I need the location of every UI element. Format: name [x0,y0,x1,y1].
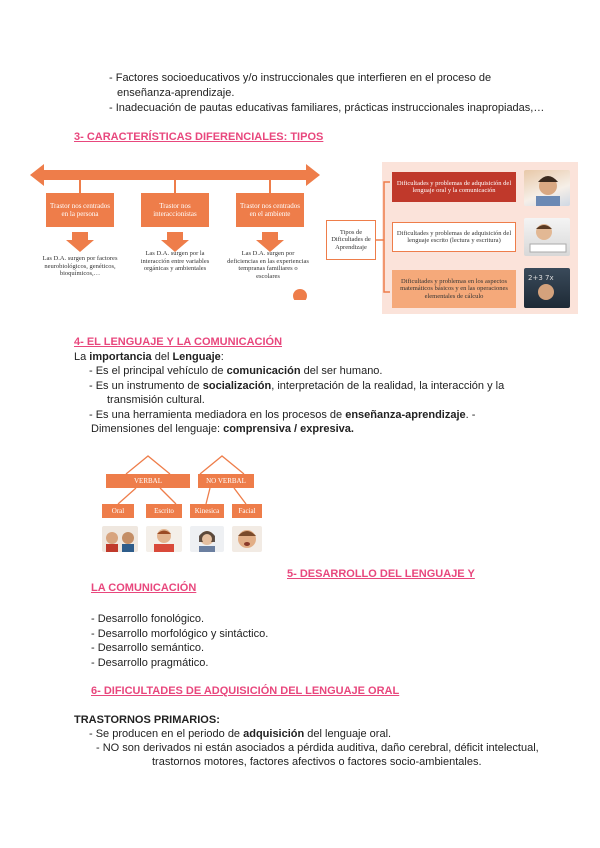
dimensions-line: Dimensiones del lenguaje: comprensiva / expresiva. [91,423,354,435]
child-photo-2 [524,218,570,256]
non-verbal-box: NO VERBAL [198,474,254,488]
bullet-acquisition: - Se producen en el periodo de adquisición del lenguaje oral. [89,728,392,740]
intro-line-3: - Inadecuación de pautas educativas familiares, prácticas instruccionales inapropiadas,… [109,102,545,114]
child-face-icon [524,170,570,206]
primary-disorders-heading: TRASTORNOS PRIMARIOS: [74,714,220,726]
item-math: Dificultades y problemas en los aspectos matemáticos básicos y en las operaciones elementales de cálculo [392,270,516,308]
kinesic-photo [190,526,224,552]
item-oral-language: Dificultades y problemas de adquisición del lenguaje oral y la comunicación [392,172,516,202]
types-diagram-left [30,160,320,300]
oral-photo [102,526,138,552]
child-photo-1 [524,170,570,206]
language-diagram [96,450,268,558]
section-5-heading-part2: LA COMUNICACIÓN [91,582,197,594]
facial-photo [232,526,262,552]
child-photo-3 [524,268,570,308]
bullet-socialization-cont: transmisión cultural. [107,394,205,406]
written-box: Escrito [146,504,182,518]
caption-person: Las D.A. surgen por factores neurobiológicos, genéticos, bioquímicos,… [42,255,118,277]
bullet-mediator: - Es una herramienta mediadora en los procesos de enseñanza-aprendizaje. - [89,409,476,421]
written-photo [146,526,182,552]
section-3-heading: 3- CARACTERÍSTICAS DIFERENCIALES: TIPOS [74,131,324,143]
oral-box: Oral [102,504,134,518]
svg-text:2+3 7x: 2+3 7x [528,274,554,282]
bullet-not-derived-cont: trastornos motores, factores afectivos o factores socio-ambientales. [152,756,482,768]
bullet-not-derived: - NO son derivados ni están asociados a pérdida auditiva, daño cerebral, déficit intelectual, [96,742,539,754]
intro-line-1: - Factores socioeducativos y/o instruccionales que interfieren en el proceso de [109,72,492,84]
kinesic-box: Kinesica [190,504,224,518]
facial-box: Facial [232,504,262,518]
bullet-socialization: - Es un instrumento de socialización, interpretación de la realidad, la interacción y la [89,380,505,392]
types-diagram-right [322,160,578,316]
child-writing-icon [524,218,570,256]
boy-face-icon [232,526,262,552]
girl-gesture-icon [190,526,224,552]
section-4-heading: 4- EL LENGUAJE Y LA COMUNICACIÓN [74,336,283,348]
verbal-box: VERBAL [106,474,190,488]
box-person-centered: Trastor nos centrados en la persona [46,193,114,227]
dev-item-3: - Desarrollo semántico. [91,642,205,654]
bullet-communication: - Es el principal vehículo de comunicación del ser humano. [89,365,383,377]
dev-item-1: - Desarrollo fonológico. [91,613,205,625]
dev-item-4: - Desarrollo pragmático. [91,657,209,669]
dev-item-2: - Desarrollo morfológico y sintáctico. [91,628,269,640]
box-environment-centered: Trastor nos centrados en el ambiente [236,193,304,227]
intro-line-2: enseñanza-aprendizaje. [117,87,235,99]
child-math-icon [524,268,570,308]
center-types-box: Tipos de Dificultades de Aprendizaje [326,220,376,260]
kids-talking-icon [102,526,138,552]
section-5-heading-part1: 5- DESARROLLO DEL LENGUAJE Y [287,568,475,580]
caption-environment: Las D.A. surgen por deficiencias en las experiencias tempranas familiares o escolares [227,250,309,280]
caption-interaction: Las D.A. surgen por la interacción entre variables orgánicas y ambientales [140,250,210,272]
section-6-heading: 6- DIFICULTADES DE ADQUISICIÓN DEL LENGUAJE ORAL [91,685,400,697]
item-written-language: Dificultades y problemas de adquisición del lenguaje escrito (lectura y escritura) [392,222,516,252]
kid-writing-icon [146,526,182,552]
box-interactionist: Trastor nos interaccionistas [141,193,209,227]
importance-lead: La importancia del Lenguaje: [74,351,224,363]
